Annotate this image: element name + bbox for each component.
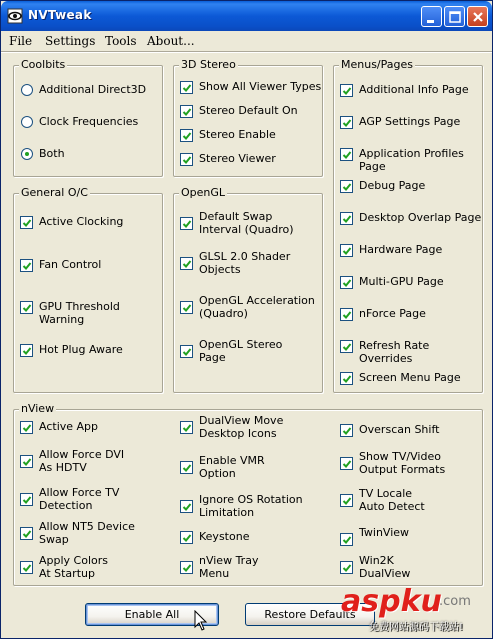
check-overscan-shift[interactable] [340, 423, 439, 437]
check-screen-menu-page[interactable] [340, 371, 461, 385]
checkmark-icon [22, 303, 32, 313]
checkbox-label: Active Clocking [39, 215, 124, 228]
checkmark-icon [22, 563, 32, 573]
check-nview-tray-menu[interactable] [180, 554, 258, 580]
check-active-app[interactable] [20, 420, 98, 434]
menus-pages-group [333, 58, 483, 393]
checkmark-icon [182, 131, 192, 141]
nvidia-eye-icon [7, 8, 23, 24]
enable-all-button[interactable]: Enable All [85, 603, 219, 626]
checkbox-label: Enable VMR Option [199, 454, 265, 480]
general-oc-group [13, 186, 163, 393]
checkmark-icon [22, 218, 32, 228]
checkmark-icon [342, 214, 352, 224]
check-show-tv-video-formats[interactable] [340, 450, 445, 476]
check-agp-settings-page[interactable] [340, 115, 460, 129]
checkbox[interactable] [20, 301, 33, 314]
mouse-pointer-icon [194, 610, 208, 632]
checkbox-label: Stereo Enable [199, 128, 276, 141]
checkbox-label: TV Locale Auto Detect [359, 487, 425, 513]
checkbox[interactable] [20, 216, 33, 229]
radio-clock-frequencies[interactable] [21, 115, 138, 128]
checkbox-label: nForce Page [359, 307, 426, 320]
checkbox[interactable] [340, 457, 353, 470]
radio-button[interactable] [21, 116, 33, 128]
opengl-group [173, 186, 323, 393]
radio-additional-direct3d[interactable] [21, 83, 146, 96]
check-twinview[interactable] [340, 526, 409, 546]
menu-tools[interactable]: Tools [105, 34, 137, 48]
checkmark-icon [182, 502, 192, 512]
checkbox[interactable] [180, 421, 193, 434]
check-hardware-page[interactable] [340, 243, 442, 257]
checkmark-icon [22, 423, 32, 433]
group-title: nView [21, 402, 55, 415]
watermark-caption: 免费网站源码下载站! [369, 622, 464, 633]
check-fan-control[interactable] [20, 258, 101, 272]
menu-settings[interactable]: Settings [45, 34, 96, 48]
checkmark-icon [342, 118, 352, 128]
menu-bar [1, 31, 492, 51]
checkmark-icon [342, 563, 352, 573]
checkbox-label: TwinView [359, 526, 410, 539]
group-title: Menus/Pages [341, 58, 413, 71]
checkmark-icon [182, 563, 192, 573]
radio-button[interactable] [21, 148, 33, 160]
check-enable-vmr[interactable] [180, 454, 265, 480]
checkbox-label: GLSL 2.0 Shader Objects [199, 250, 291, 276]
check-ignore-os-rotation[interactable] [180, 493, 303, 519]
menu-about[interactable]: About... [147, 34, 195, 48]
group-title: OpenGL [181, 186, 226, 199]
checkbox[interactable] [340, 424, 353, 437]
checkbox[interactable] [20, 421, 33, 434]
check-show-all-viewer-types[interactable] [180, 80, 321, 94]
checkbox-label: Application Profiles Page [359, 147, 464, 173]
checkbox-label: OpenGL Acceleration (Quadro) [199, 294, 315, 320]
checkmark-icon [342, 150, 352, 160]
checkbox-label: OpenGL Stereo Page [199, 338, 283, 364]
check-allow-force-tv[interactable] [20, 486, 119, 512]
checkbox-label: Active App [39, 420, 99, 433]
checkbox[interactable] [180, 345, 193, 358]
checkbox[interactable] [340, 116, 353, 129]
check-active-clocking[interactable] [20, 215, 123, 229]
checkbox[interactable] [20, 561, 33, 574]
restore-defaults-button[interactable]: Restore Defaults [245, 603, 375, 626]
checkmark-icon [182, 219, 192, 229]
minimize-button[interactable] [421, 6, 442, 27]
check-gpu-threshold-warning[interactable] [20, 300, 162, 326]
checkbox-label: Stereo Viewer [199, 152, 276, 165]
site-watermark [341, 584, 486, 634]
check-nforce-page[interactable] [340, 307, 426, 321]
checkbox[interactable] [340, 561, 353, 574]
watermark-tld: .com [439, 594, 471, 609]
maximize-icon [445, 7, 466, 28]
checkmark-icon [342, 496, 352, 506]
checkmark-icon [22, 346, 32, 356]
window-title: NVTweak [28, 8, 92, 22]
stereo-group [173, 58, 323, 177]
checkmark-icon [342, 342, 352, 352]
radio-both[interactable] [21, 147, 65, 160]
checkbox-label: Refresh Rate Overrides [359, 339, 430, 365]
checkbox[interactable] [340, 180, 353, 193]
checkmark-icon [342, 426, 352, 436]
checkbox-label: AGP Settings Page [359, 115, 461, 128]
checkbox[interactable] [180, 561, 193, 574]
radio-label: Additional Direct3D [39, 83, 147, 96]
checkbox[interactable] [180, 81, 193, 94]
checkbox[interactable] [180, 105, 193, 118]
checkmark-icon [342, 374, 352, 384]
checkbox[interactable] [340, 372, 353, 385]
check-hot-plug-aware[interactable] [20, 343, 123, 357]
checkbox-label: Win2K DualView [359, 554, 411, 580]
checkmark-icon [22, 529, 32, 539]
menu-separator [1, 51, 492, 53]
checkmark-icon [342, 182, 352, 192]
close-icon [468, 7, 489, 28]
check-stereo-default-on[interactable] [180, 104, 298, 118]
checkmark-icon [342, 535, 352, 545]
checkmark-icon [182, 107, 192, 117]
checkbox[interactable] [340, 212, 353, 225]
check-apply-colors[interactable] [20, 554, 108, 580]
close-button[interactable] [467, 6, 488, 27]
group-title: 3D Stereo [181, 58, 236, 71]
check-opengl-acceleration[interactable] [180, 294, 315, 320]
checkmark-icon [342, 278, 352, 288]
maximize-button[interactable] [444, 6, 465, 27]
checkbox-label: Overscan Shift [359, 423, 440, 436]
group-title: Coolbits [21, 58, 66, 71]
checkbox-label: Show All Viewer Types [199, 80, 322, 93]
radio-label: Both [39, 147, 65, 160]
checkbox-label: GPU Threshold Warning [39, 300, 120, 326]
checkmark-icon [22, 457, 32, 467]
checkbox-label: Allow Force TV Detection [39, 486, 120, 512]
checkbox[interactable] [180, 217, 193, 230]
checkmark-icon [182, 83, 192, 93]
checkbox[interactable] [340, 533, 353, 546]
checkmark-icon [182, 463, 192, 473]
check-allow-force-dvi[interactable] [20, 448, 124, 474]
checkbox-label: Desktop Overlap Page [359, 211, 482, 224]
checkmark-icon [22, 495, 32, 505]
checkbox-label: Show TV/Video Output Formats [359, 450, 446, 476]
checkbox-label: Apply Colors At Startup [39, 554, 109, 580]
checkbox-label: Stereo Default On [199, 104, 298, 117]
check-debug-page[interactable] [340, 179, 425, 193]
checkmark-icon [342, 459, 352, 469]
checkbox[interactable] [180, 257, 193, 270]
checkbox[interactable] [180, 301, 193, 314]
checkbox[interactable] [180, 129, 193, 142]
checkbox-label: Debug Page [359, 179, 426, 192]
check-stereo-viewer[interactable] [180, 152, 276, 166]
coolbits-group [13, 58, 163, 177]
check-refresh-rate-overrides[interactable] [340, 339, 482, 365]
checkmark-icon [182, 533, 192, 543]
checkbox-label: Fan Control [39, 258, 102, 271]
checkbox-label: Ignore OS Rotation Limitation [199, 493, 303, 519]
checkmark-icon [342, 86, 352, 96]
radio-selected-dot [25, 152, 29, 156]
group-title: General O/C [21, 186, 88, 199]
checkbox[interactable] [340, 308, 353, 321]
title-bar[interactable] [1, 1, 492, 31]
checkbox-label: DualView Move Desktop Icons [199, 414, 284, 440]
checkbox[interactable] [20, 527, 33, 540]
checkbox[interactable] [340, 244, 353, 257]
checkmark-icon [182, 155, 192, 165]
checkbox-label: Keystone [199, 530, 250, 543]
check-default-swap-interval[interactable] [180, 210, 294, 236]
checkbox-label: Additional Info Page [359, 83, 469, 96]
checkbox-label: Multi-GPU Page [359, 275, 444, 288]
check-tv-locale-auto-detect[interactable] [340, 487, 425, 513]
checkbox[interactable] [20, 259, 33, 272]
check-win2k-dualview[interactable] [340, 554, 410, 580]
watermark-brand: aspku [341, 584, 442, 619]
checkbox[interactable] [180, 461, 193, 474]
checkbox-label: Default Swap Interval (Quadro) [199, 210, 294, 236]
minimize-icon [422, 7, 443, 28]
checkmark-icon [182, 303, 192, 313]
checkbox-label: nView Tray Menu [199, 554, 259, 580]
radio-label: Clock Frequencies [39, 115, 139, 128]
nview-group [13, 402, 483, 586]
check-application-profiles-page[interactable] [340, 147, 482, 173]
menu-file[interactable]: File [9, 34, 33, 48]
check-additional-info-page[interactable] [340, 83, 469, 97]
checkbox-label: Screen Menu Page [359, 371, 461, 384]
checkmark-icon [182, 423, 192, 433]
checkbox-label: Allow NT5 Device Swap [39, 520, 135, 546]
checkbox[interactable] [180, 531, 193, 544]
check-multi-gpu-page[interactable] [340, 275, 444, 289]
check-opengl-stereo-page[interactable] [180, 338, 282, 364]
check-keystone[interactable] [180, 530, 249, 544]
checkbox[interactable] [20, 455, 33, 468]
checkmark-icon [342, 246, 352, 256]
check-glsl-shader-objects[interactable] [180, 250, 290, 276]
checkbox[interactable] [20, 344, 33, 357]
check-allow-nt5-swap[interactable] [20, 520, 135, 546]
check-dualview-move-icons[interactable] [180, 414, 283, 440]
checkbox[interactable] [20, 493, 33, 506]
checkmark-icon [22, 261, 32, 271]
check-stereo-enable[interactable] [180, 128, 276, 142]
checkmark-icon [182, 347, 192, 357]
checkbox-label: Hardware Page [359, 243, 443, 256]
checkbox[interactable] [180, 153, 193, 166]
radio-button[interactable] [21, 84, 33, 96]
checkbox[interactable] [340, 148, 353, 161]
checkmark-icon [342, 310, 352, 320]
checkmark-icon [182, 259, 192, 269]
checkbox[interactable] [340, 276, 353, 289]
checkbox[interactable] [340, 494, 353, 507]
checkbox-label: Allow Force DVI As HDTV [39, 448, 125, 474]
checkbox[interactable] [340, 84, 353, 97]
checkbox[interactable] [180, 500, 193, 513]
check-desktop-overlap-page[interactable] [340, 211, 481, 225]
checkbox[interactable] [340, 340, 353, 353]
checkbox-label: Hot Plug Aware [39, 343, 123, 356]
